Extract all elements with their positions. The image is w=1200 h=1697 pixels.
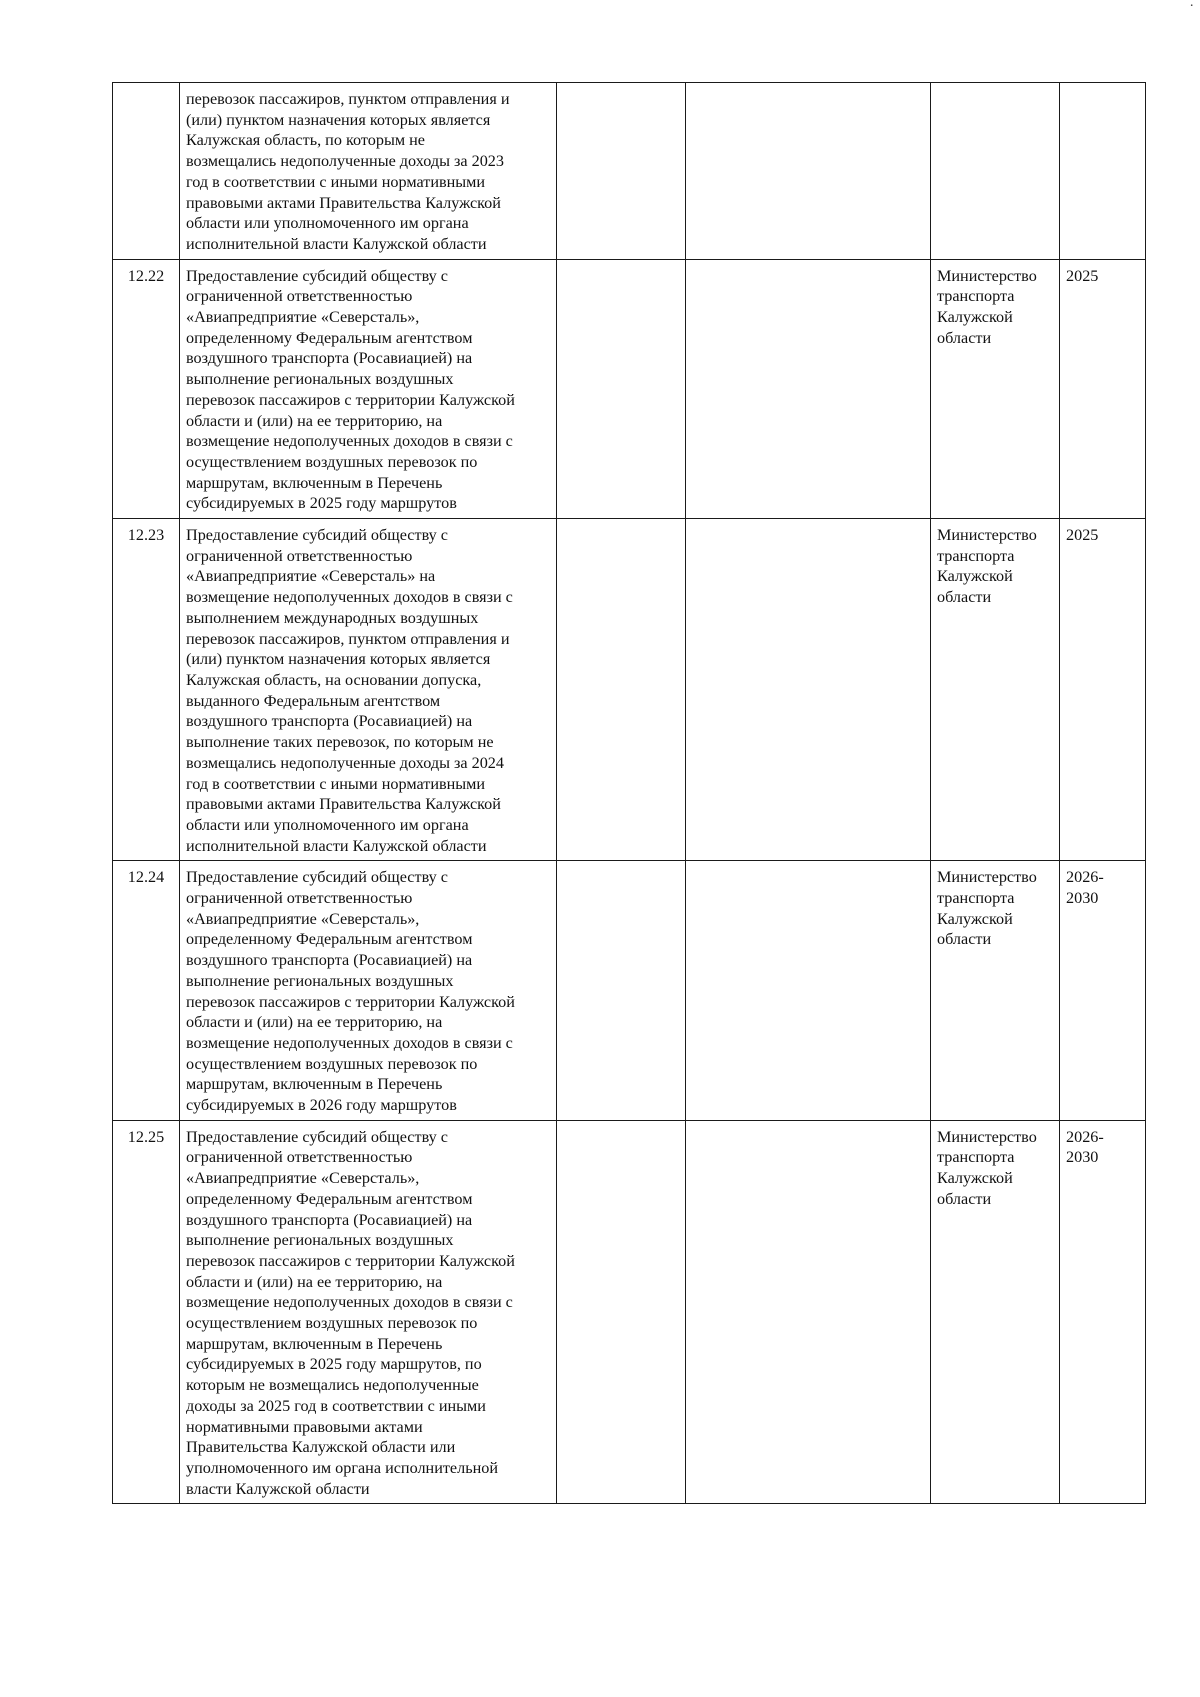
row-cell-empty [557,259,686,518]
row-year [1060,1120,1146,1504]
scan-mark: · [1189,0,1194,14]
row-description [180,83,557,260]
desc-line: субсидируемых в 2025 году маршрутов [186,494,457,513]
responsible-line: Калужской [937,308,1013,327]
desc-line: доходы за 2025 год в соответствии с иными [186,1396,486,1415]
measures-table [112,82,1146,1504]
row-cell-empty [686,861,931,1120]
desc-line: (или) пунктом назначения которых является [186,650,491,669]
year-line: 2025 [1066,266,1099,285]
desc-line: которым не возмещались недополученные [186,1376,479,1395]
row-number [113,83,180,260]
table-row [113,83,1146,260]
row-cell-empty [686,259,931,518]
row-description [180,1120,557,1504]
row-cell-empty [557,519,686,861]
desc-line: воздушного транспорта (Росавиацией) на [186,349,473,368]
responsible-line: Калужской [937,567,1013,586]
year-line: 2025 [1066,526,1099,545]
desc-line: области и (или) на ее территорию, на [186,411,443,430]
desc-line: области и (или) на ее территорию, на [186,1013,443,1032]
row-cell-empty [557,1120,686,1504]
row-year [1060,83,1146,260]
row-year [1060,861,1146,1120]
responsible-line: транспорта [937,287,1015,306]
desc-line: воздушного транспорта (Росавиацией) на [186,951,473,970]
row-responsible [931,83,1060,260]
responsible-line: области [937,930,992,949]
row-responsible [931,861,1060,1120]
year-line: 2030 [1066,889,1099,908]
desc-line: Предоставление субсидий обществу с [186,266,448,285]
desc-line: определенному Федеральным агентством [186,328,473,347]
responsible-line: транспорта [937,889,1015,908]
desc-line: власти Калужской области [186,1479,370,1498]
desc-line: год в соответствии с иными нормативными [186,172,486,191]
responsible-line: области [937,588,992,607]
desc-line: возмещение недополученных доходов в связи с [186,432,513,451]
table-row [113,519,1146,861]
row-responsible [931,259,1060,518]
row-cell-empty [686,83,931,260]
desc-line: «Авиапредприятие «Северсталь», [186,1169,420,1188]
desc-line: перевозок пассажиров с территории Калужской [186,1251,515,1270]
table-body [113,83,1146,1504]
desc-line: Правительства Калужской области или [186,1438,456,1457]
row-year [1060,519,1146,861]
desc-line: Предоставление субсидий обществу с [186,1127,448,1146]
desc-line: «Авиапредприятие «Северсталь», [186,909,420,928]
desc-line: ограниченной ответственностью [186,287,413,306]
desc-line: возмещались недополученные доходы за 2024 [186,753,504,772]
desc-line: Калужская область, по которым не [186,131,425,150]
row-number: 12.22 [113,259,180,518]
row-responsible [931,1120,1060,1504]
desc-line: воздушного транспорта (Росавиацией) на [186,1210,473,1229]
desc-line: выполнение региональных воздушных [186,1231,454,1250]
desc-line: субсидируемых в 2025 году маршрутов, по [186,1355,482,1374]
desc-line: выполнение таких перевозок, по которым не [186,733,494,752]
row-number: 12.24 [113,861,180,1120]
desc-line: «Авиапредприятие «Северсталь», [186,308,420,327]
desc-line: маршрутам, включенным в Перечень [186,1334,443,1353]
desc-line: Предоставление субсидий обществу с [186,868,448,887]
desc-line: правовыми актами Правительства Калужской [186,193,501,212]
year-line: 2030 [1066,1148,1099,1167]
table-row [113,1120,1146,1504]
desc-line: исполнительной власти Калужской области [186,836,487,855]
desc-line: ограниченной ответственностью [186,546,413,565]
row-description [180,519,557,861]
desc-line: маршрутам, включенным в Перечень [186,1075,443,1094]
row-description [180,259,557,518]
desc-line: ограниченной ответственностью [186,1148,413,1167]
table-row [113,861,1146,1120]
desc-line: маршрутам, включенным в Перечень [186,473,443,492]
desc-line: возмещение недополученных доходов в связи с [186,1293,513,1312]
desc-line: выполнение региональных воздушных [186,370,454,389]
row-cell-empty [557,83,686,260]
desc-line: перевозок пассажиров, пунктом отправления и [186,90,510,108]
responsible-line: Калужской [937,909,1013,928]
row-number: 12.25 [113,1120,180,1504]
desc-line: осуществлением воздушных перевозок по [186,1054,478,1073]
desc-line: области или уполномоченного им органа [186,815,469,834]
desc-line: правовыми актами Правительства Калужской [186,795,501,814]
desc-line: уполномоченного им органа исполнительной [186,1459,498,1477]
desc-line: Предоставление субсидий обществу с [186,526,448,545]
row-description [180,861,557,1120]
desc-line: год в соответствии с иными нормативными [186,774,486,793]
desc-line: области и (или) на ее территорию, на [186,1272,443,1291]
desc-line: (или) пунктом назначения которых является [186,110,491,129]
responsible-line: Министерство [937,1127,1037,1146]
year-line: 2026- [1066,868,1104,887]
responsible-line: Министерство [937,868,1037,887]
row-cell-empty [557,861,686,1120]
responsible-line: Министерство [937,526,1037,545]
row-cell-empty [686,519,931,861]
desc-line: ограниченной ответственностью [186,889,413,908]
desc-line: осуществлением воздушных перевозок по [186,1314,478,1333]
row-responsible [931,519,1060,861]
responsible-line: транспорта [937,546,1015,565]
desc-line: исполнительной власти Калужской области [186,234,487,253]
desc-line: возмещение недополученных доходов в связи с [186,1033,513,1052]
desc-line: выданного Федеральным агентством [186,691,441,710]
desc-line: нормативными правовыми актами [186,1417,423,1436]
desc-line: «Авиапредприятие «Северсталь» на [186,567,436,586]
desc-line: перевозок пассажиров с территории Калужской [186,992,515,1011]
responsible-line: Министерство [937,266,1037,285]
responsible-line: транспорта [937,1148,1015,1167]
table-row [113,259,1146,518]
desc-line: осуществлением воздушных перевозок по [186,452,478,471]
desc-line: воздушного транспорта (Росавиацией) на [186,712,473,731]
desc-line: перевозок пассажиров с территории Калужской [186,390,515,409]
responsible-line: области [937,1189,992,1208]
desc-line: выполнением международных воздушных [186,608,479,627]
desc-line: области или уполномоченного им органа [186,214,469,233]
desc-line: Калужская область, на основании допуска, [186,670,482,689]
responsible-line: Калужской [937,1169,1013,1188]
row-number: 12.23 [113,519,180,861]
row-year [1060,259,1146,518]
desc-line: перевозок пассажиров, пунктом отправления и [186,629,510,648]
desc-line: определенному Федеральным агентством [186,1189,473,1208]
responsible-line: области [937,328,992,347]
row-cell-empty [686,1120,931,1504]
desc-line: субсидируемых в 2026 году маршрутов [186,1096,457,1115]
desc-line: определенному Федеральным агентством [186,930,473,949]
desc-line: возмещение недополученных доходов в связи с [186,588,513,607]
year-line: 2026- [1066,1127,1104,1146]
desc-line: возмещались недополученные доходы за 2023 [186,152,504,171]
desc-line: выполнение региональных воздушных [186,971,454,990]
